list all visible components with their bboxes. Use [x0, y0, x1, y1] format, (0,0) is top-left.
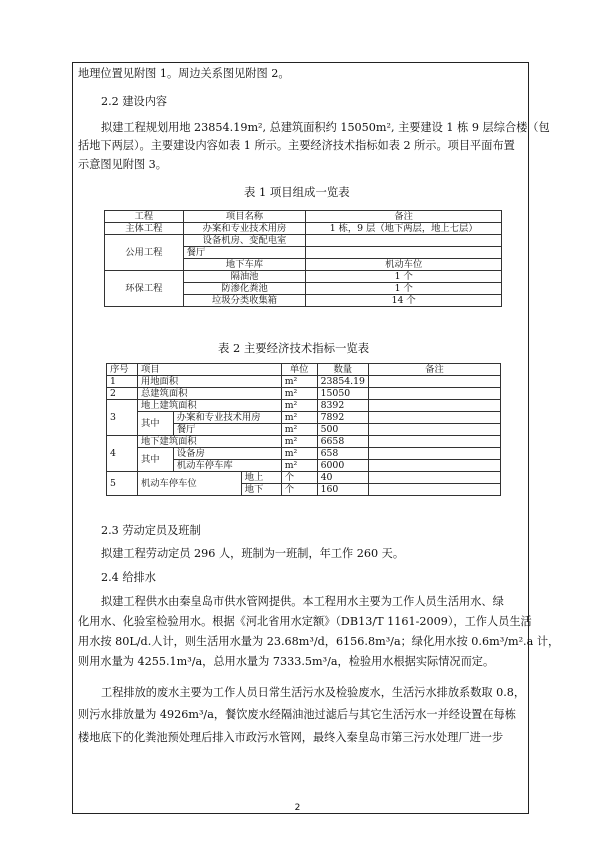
- item-cell: 用地面积: [137, 376, 281, 388]
- header-cell: 项目名称: [183, 211, 306, 223]
- header-cell: 项目: [137, 364, 281, 376]
- item-cell: 办案和专业技术用房: [173, 412, 281, 424]
- text-line: 括地下两层）。主要建设内容如表 1 所示。主要经济技术指标如表 2 所示。项目平面布置: [78, 139, 515, 152]
- text-line: 地理位置见附图 1。周边关系图见附图 2。: [78, 67, 290, 80]
- unit-cell: m²: [281, 388, 317, 400]
- group-cell: 环保工程: [105, 271, 184, 307]
- remark-cell: [368, 424, 500, 436]
- header-cell: 工程: [105, 211, 184, 223]
- table-cell: 地下车库: [183, 259, 306, 271]
- unit-cell: m²: [281, 448, 317, 460]
- sub-label: 其中: [137, 448, 173, 472]
- value-cell: 658: [317, 448, 368, 460]
- text-line: 楼地底下的化粪池预处理后排入市政污水管网，最终入秦皇岛市第三污水处理厂进一步: [78, 731, 504, 744]
- table-row: [107, 472, 501, 484]
- text-line: 拟建工程供水由秦皇岛市供水管网提供。本工程用水主要为工作人员生活用水、绿: [101, 595, 504, 608]
- table-cell: 1 个: [306, 271, 502, 283]
- item-cell: 机动车停车库: [173, 460, 281, 472]
- table-cell: 1 栋，9 层（地下两层，地上七层）: [306, 223, 502, 235]
- unit-cell: 个: [281, 484, 317, 496]
- text-line: 工程排放的废水主要为工作人员日常生活污水及检验废水，生活污水排放系数取 0.8，: [101, 686, 526, 699]
- remark-cell: [368, 400, 500, 412]
- table1-caption: 表 1 项目组成一览表: [244, 185, 350, 199]
- header-cell: 单位: [281, 364, 317, 376]
- table-header-row: [107, 364, 501, 376]
- table-cell: 隔油池: [183, 271, 306, 283]
- text-line: 化用水、化验室检验用水。根据《河北省用水定额》（DB13/T 1161-2009），工作人员生活: [78, 615, 532, 628]
- unit-cell: m²: [281, 412, 317, 424]
- row-number: 3: [107, 400, 138, 436]
- value-cell: 160: [317, 484, 368, 496]
- unit-cell: m²: [281, 376, 317, 388]
- table-cell: 机动车位: [306, 259, 502, 271]
- remark-cell: [368, 472, 500, 484]
- row-number: 2: [107, 388, 138, 400]
- project-composition-table: [104, 210, 502, 307]
- table-cell: [306, 247, 502, 259]
- item-cell: 地下建筑面积: [137, 436, 281, 448]
- table-header-row: [105, 211, 502, 223]
- unit-cell: m²: [281, 424, 317, 436]
- sub-label: 地下: [241, 484, 281, 496]
- row-number: 4: [107, 436, 138, 472]
- remark-cell: [368, 484, 500, 496]
- header-cell: 备注: [306, 211, 502, 223]
- value-cell: 6000: [317, 460, 368, 472]
- header-cell: 备注: [368, 364, 500, 376]
- text-line: 用水按 80L/d.人计，则生活用水量为 23.68m³/d，6156.8m³/a；绿化用水按 0.6m³/m².a 计，: [78, 635, 560, 648]
- unit-cell: m²: [281, 436, 317, 448]
- item-cell: 地上建筑面积: [137, 400, 281, 412]
- sub-label: 其中: [137, 412, 173, 436]
- remark-cell: [368, 436, 500, 448]
- group-cell: 公用工程: [105, 235, 184, 271]
- page-number: 2: [294, 803, 301, 813]
- table-cell: 防渗化粪池: [183, 283, 306, 295]
- item-cell: 总建筑面积: [137, 388, 281, 400]
- text-line: 则用水量为 4255.1m³/a，总用水量为 7333.5m³/a，检验用水根据实际情况而定。: [78, 655, 495, 668]
- section-heading: 2.4 给排水: [101, 571, 156, 584]
- section-heading: 2.3 劳动定员及班制: [101, 524, 201, 537]
- value-cell: 6658: [317, 436, 368, 448]
- table-cell: 设备机房、变配电室: [183, 235, 306, 247]
- table-row: [107, 376, 501, 388]
- item-cell: 机动车停车位: [137, 472, 241, 496]
- table-cell: [306, 235, 502, 247]
- header-cell: 序号: [107, 364, 138, 376]
- table-row: [107, 448, 501, 460]
- group-cell: 主体工程: [105, 223, 184, 235]
- row-number: 5: [107, 472, 138, 496]
- text-line: 拟建工程规划用地 23854.19m², 总建筑面积约 15050m², 主要建设 1 栋 9 层综合楼（包: [101, 121, 550, 134]
- table-cell: 1 个: [306, 283, 502, 295]
- value-cell: 7892: [317, 412, 368, 424]
- text-line: 则污水排放量为 4926m³/a，餐饮废水经隔油池过滤后与其它生活污水一并经设置在每栋: [78, 708, 516, 721]
- value-cell: 40: [317, 472, 368, 484]
- value-cell: 500: [317, 424, 368, 436]
- value-cell: 15050: [317, 388, 368, 400]
- table-row: [105, 223, 502, 235]
- table-row: [105, 271, 502, 283]
- table-row: [107, 400, 501, 412]
- item-cell: 设备房: [173, 448, 281, 460]
- text-line: 拟建工程劳动定员 296 人，班制为一班制，年工作 260 天。: [101, 547, 405, 560]
- item-cell: 餐厅: [173, 424, 281, 436]
- value-cell: 23854.19: [317, 376, 368, 388]
- header-cell: 数量: [317, 364, 368, 376]
- remark-cell: [368, 388, 500, 400]
- table-cell: 办案和专业技术用房: [183, 223, 306, 235]
- sub-label: 地上: [241, 472, 281, 484]
- unit-cell: m²: [281, 400, 317, 412]
- table-cell: 垃圾分类收集箱: [183, 295, 306, 307]
- remark-cell: [368, 376, 500, 388]
- remark-cell: [368, 460, 500, 472]
- section-heading: 2.2 建设内容: [101, 95, 168, 108]
- table-row: [107, 412, 501, 424]
- unit-cell: 个: [281, 472, 317, 484]
- table-cell: 14 个: [306, 295, 502, 307]
- table2-caption: 表 2 主要经济技术指标一览表: [218, 341, 370, 355]
- remark-cell: [368, 412, 500, 424]
- table-row: [107, 388, 501, 400]
- text-line: 示意图见附图 3。: [78, 158, 167, 171]
- remark-cell: [368, 448, 500, 460]
- row-number: 1: [107, 376, 138, 388]
- value-cell: 8392: [317, 400, 368, 412]
- table-row: [105, 235, 502, 247]
- unit-cell: m²: [281, 460, 317, 472]
- table-cell: 餐厅: [183, 247, 306, 259]
- economic-indicators-table: [106, 363, 501, 496]
- table-row: [107, 436, 501, 448]
